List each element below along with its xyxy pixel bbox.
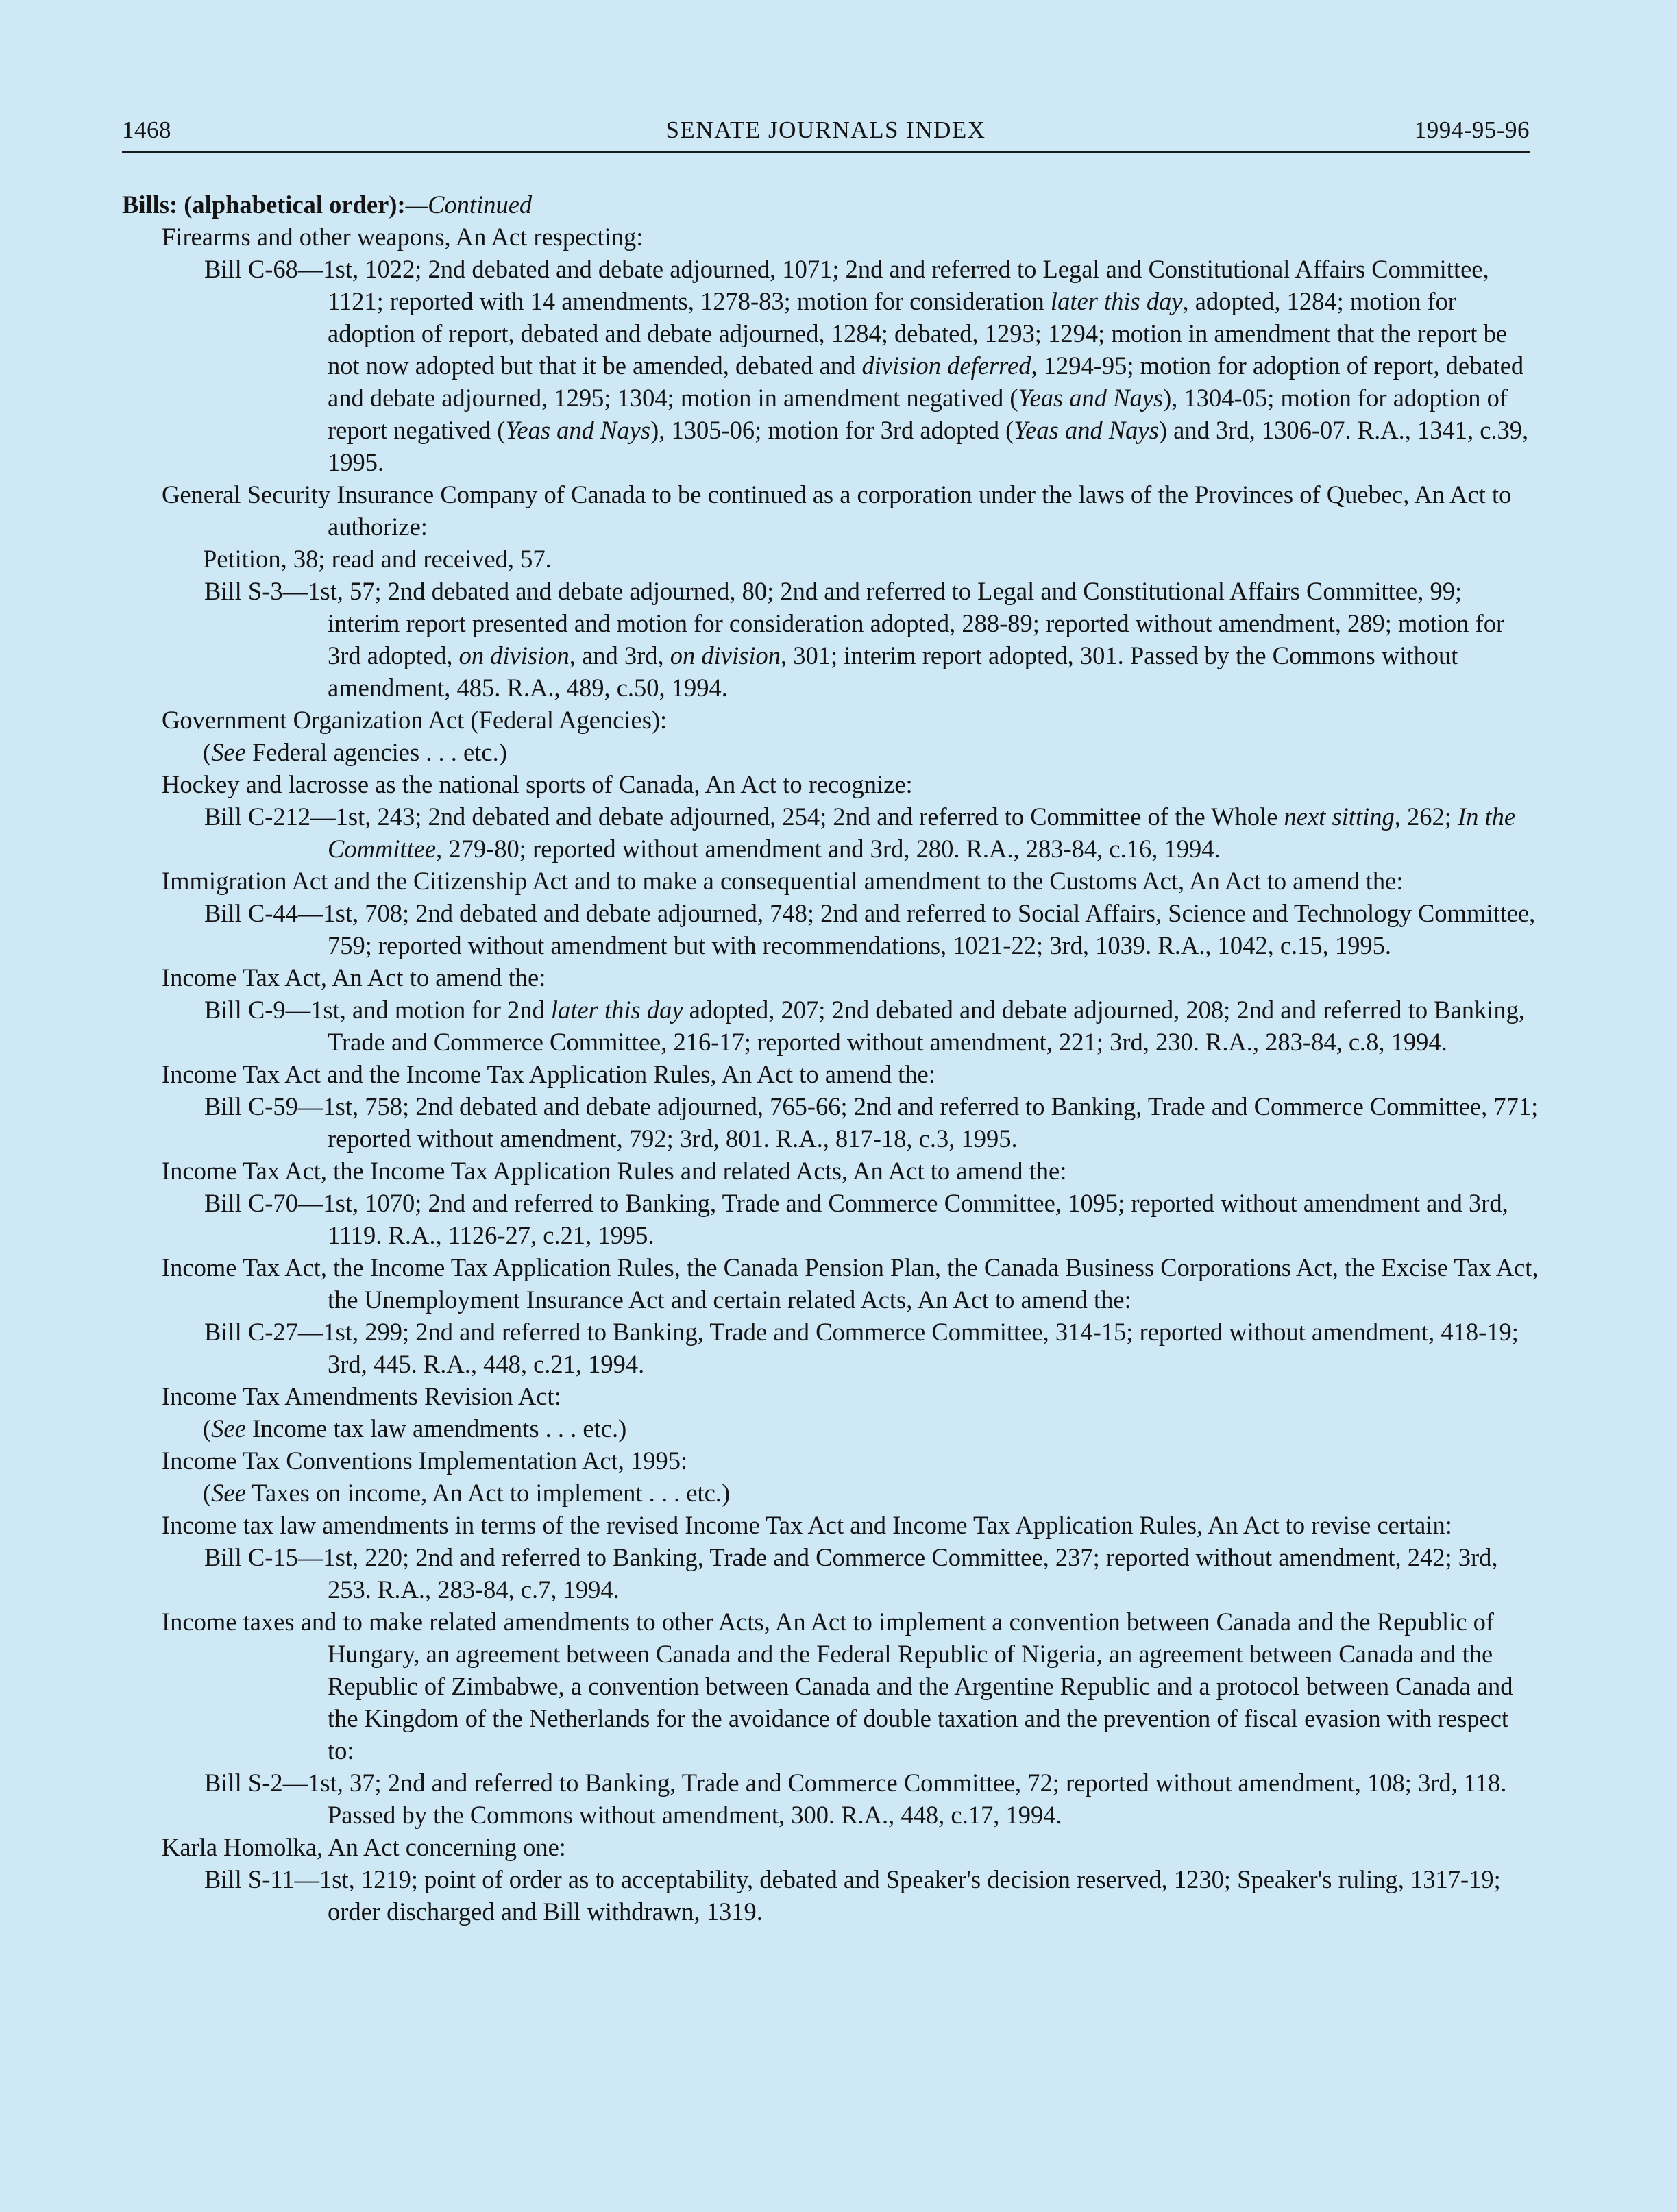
bill-text: ), 1305-06; motion for 3rd adopted ( xyxy=(650,416,1014,444)
italic-text: division deferred xyxy=(861,352,1031,380)
petition-entry: Petition, 38; read and received, 57. xyxy=(203,545,552,573)
bill-text: Bill C-68—1st, 1022; 2nd debated and debate adjourned, 1071; 2nd and referred to Legal and Constitutional Affairs Committee, 1121; reported with 14 amendments, 1278-83; motion for consideration xyxy=(204,255,1489,315)
index-topic-karla-homolka: Karla Homolka, An Act concerning one: xyxy=(162,1833,566,1861)
italic-text: next sitting xyxy=(1284,802,1395,831)
see-target: Taxes on income, An Act to implement . . . etc.) xyxy=(245,1479,731,1507)
bill-text: , 262; xyxy=(1394,802,1458,831)
page-number: 1468 xyxy=(122,116,171,143)
bill-entry-c27: Bill C-27—1st, 299; 2nd and referred to Banking, Trade and Commerce Committee, 314-15; reported without amendment, 418-19; 3rd, 445. R.A., 448, c.21, 1994. xyxy=(204,1318,1519,1378)
italic-text: Yeas and Nays xyxy=(505,416,651,444)
see-label: See xyxy=(211,738,246,766)
see-reference xyxy=(122,736,1539,768)
index-topic-general-security: General Security Insurance Company of Canada to be continued as a corporation under the laws of the Provinces of Quebec, An Act to authorize: xyxy=(162,480,1512,541)
see-open: ( xyxy=(203,1479,212,1507)
section-continued: —Continued xyxy=(405,191,533,219)
bill-text: Bill S-3—1st, 57; 2nd debated and debate adjourned, 80; 2nd and referred to Legal and Constitutional Affairs Committee, 99; interim report presented and motion for consideration adopted, 288-89; reported without amendment, 289; motion for 3rd adopted, xyxy=(204,577,1505,669)
index-topic-income-tax-act: Income Tax Act, An Act to amend the: xyxy=(162,963,546,992)
bill-entry-c68 xyxy=(122,253,1539,478)
index-topic-income-tax-related: Income Tax Act, the Income Tax Application Rules and related Acts, An Act to amend the: xyxy=(162,1157,1067,1185)
index-topic-firearms: Firearms and other weapons, An Act respecting: xyxy=(162,223,644,251)
bill-text: , and 3rd, xyxy=(569,641,670,669)
index-topic-hockey: Hockey and lacrosse as the national sports of Canada, An Act to recognize: xyxy=(162,770,913,798)
journal-title: SENATE JOURNALS INDEX xyxy=(665,116,986,143)
index-body xyxy=(122,188,1539,1928)
see-reference xyxy=(122,1412,1539,1445)
index-topic-immigration: Immigration Act and the Citizenship Act and to make a consequential amendment to the Customs Act, An Act to amend the: xyxy=(162,867,1404,895)
bill-text: Bill C-9—1st, and motion for 2nd xyxy=(204,996,551,1024)
volume-years: 1994-95-96 xyxy=(1414,116,1530,143)
bill-text: , adopted, 1284; motion for adoption of report, debated and debate adjourned, 1284; debated, 1293; 1294; motion in amendment that the report be not now adopted but that it be amended, debated and xyxy=(328,287,1508,380)
bill-text: Bill C-212—1st, 243; 2nd debated and debate adjourned, 254; 2nd and referred to Committee of the Whole xyxy=(204,802,1284,831)
see-target: Federal agencies . . . etc.) xyxy=(245,738,507,766)
see-label: See xyxy=(211,1414,246,1442)
bill-text: , 1294-95; motion for adoption of report, debated and debate adjourned, 1295; 1304; motion in amendment negatived ( xyxy=(328,352,1524,412)
italic-text: Yeas and Nays xyxy=(1018,384,1164,412)
bill-entry-c70: Bill C-70—1st, 1070; 2nd and referred to Banking, Trade and Commerce Committee, 1095; reported without amendment and 3rd, 1119. R.A., 1126-27, c.21, 1995. xyxy=(204,1189,1508,1249)
see-reference xyxy=(122,1477,1539,1509)
see-open: ( xyxy=(203,738,212,766)
index-topic-income-tax-law: Income tax law amendments in terms of the revised Income Tax Act and Income Tax Application Rules, An Act to revise certain: xyxy=(162,1511,1452,1539)
bill-entry-c59: Bill C-59—1st, 758; 2nd debated and debate adjourned, 765-66; 2nd and referred to Banking, Trade and Commerce Committee, 771; reported without amendment, 792; 3rd, 801. R.A., 817-18, c.3, 1995. xyxy=(204,1092,1539,1153)
index-topic-income-tax-pension: Income Tax Act, the Income Tax Application Rules, the Canada Pension Plan, the Canada Business Corporations Act, the Excise Tax Act, the Unemployment Insurance Act and certain related Acts, An Act to amend the: xyxy=(162,1253,1539,1314)
bill-entry-c15: Bill C-15—1st, 220; 2nd and referred to Banking, Trade and Commerce Committee, 237; reported without amendment, 242; 3rd, 253. R.A., 283-84, c.7, 1994. xyxy=(204,1543,1498,1603)
bill-entry-s2: Bill S-2—1st, 37; 2nd and referred to Banking, Trade and Commerce Committee, 72; reported without amendment, 108; 3rd, 118. Passed by the Commons without amendment, 300. R.A., 448, c.17, 1994. xyxy=(204,1769,1507,1829)
bill-entry-s3 xyxy=(122,575,1539,704)
index-topic-income-tax-conventions: Income Tax Conventions Implementation Act, 1995: xyxy=(162,1447,688,1475)
bill-text: adopted, 207; 2nd debated and debate adjourned, 208; 2nd and referred to Banking, Trade and Commerce Committee, 216-17; reported without amendment, 221; 3rd, 230. R.A., 283-84, c.8, 1994. xyxy=(328,996,1525,1056)
bill-text: ) and 3rd, 1306-07. R.A., 1341, c.39, 1995. xyxy=(328,416,1529,476)
italic-text: on division xyxy=(458,641,570,669)
bill-text: , 279-80; reported without amendment and 3rd, 280. R.A., 283-84, c.16, 1994. xyxy=(436,835,1221,863)
index-topic-income-tax-rules: Income Tax Act and the Income Tax Application Rules, An Act to amend the: xyxy=(162,1060,935,1088)
bill-entry-c212 xyxy=(122,800,1539,865)
italic-text: later this day xyxy=(550,996,683,1024)
see-label: See xyxy=(211,1479,246,1507)
italic-text: later this day xyxy=(1050,287,1183,315)
section-heading-text: Bills: (alphabetical order): xyxy=(122,191,406,219)
italic-text: on division xyxy=(670,641,781,669)
bill-entry-s11: Bill S-11—1st, 1219; point of order as to acceptability, debated and Speaker's decision reserved, 1230; Speaker's ruling, 1317-19; order discharged and Bill withdrawn, 1319. xyxy=(204,1865,1501,1926)
bill-text: ), 1304-05; motion for adoption of report negatived ( xyxy=(328,384,1508,444)
italic-text: Yeas and Nays xyxy=(1014,416,1159,444)
bill-entry-c44: Bill C-44—1st, 708; 2nd debated and debate adjourned, 748; 2nd and referred to Social Affairs, Science and Technology Committee, 759; reported without amendment but with recommendations, 1021-22; 3rd, 1039. R.A., 1042, c.15, 1995. xyxy=(204,899,1536,959)
see-target: Income tax law amendments . . . etc.) xyxy=(245,1414,627,1442)
bill-text: , 301; interim report adopted, 301. Passed by the Commons without amendment, 485. R.A., 489, c.50, 1994. xyxy=(328,641,1458,702)
running-head xyxy=(122,115,1530,153)
index-topic-income-taxes-conventions: Income taxes and to make related amendments to other Acts, An Act to implement a convention between Canada and the Republic of Hungary, an agreement between Canada and the Federal Republic of Nigeria, an agreement between Canada and the Republic of Zimbabwe, a convention between Canada and the Argentine Republic and a protocol between Canada and the Kingdom of the Netherlands for the avoidance of double taxation and the prevention of fiscal evasion with respect to: xyxy=(162,1608,1513,1765)
section-heading xyxy=(122,188,1539,221)
index-topic-government-organization: Government Organization Act (Federal Agencies): xyxy=(162,706,668,734)
italic-text: In the Committee xyxy=(328,802,1516,863)
bill-entry-c9 xyxy=(122,994,1539,1058)
see-open: ( xyxy=(203,1414,212,1442)
index-topic-income-tax-amendments-revision: Income Tax Amendments Revision Act: xyxy=(162,1382,561,1410)
